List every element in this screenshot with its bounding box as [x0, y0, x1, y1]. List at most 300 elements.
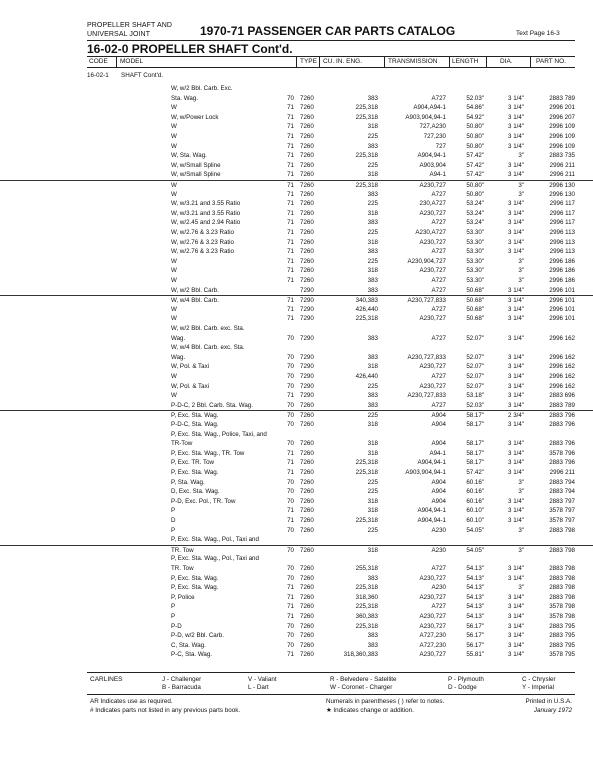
row-length: 50.80": [466, 123, 484, 131]
table-row: [0, 362, 593, 372]
table-row: [0, 449, 593, 459]
row-year: 71: [287, 142, 294, 150]
row-dia: 3 1/4": [508, 248, 524, 256]
row-transmission: 727,A230: [419, 123, 446, 131]
row-model: W, w/2.76 & 3.23 Ratio: [171, 248, 234, 256]
row-year: 71: [287, 133, 294, 140]
row-year: 71: [287, 507, 294, 515]
table-row: [0, 334, 593, 344]
row-type-code: 7290: [300, 363, 314, 371]
row-length: 50.80": [466, 133, 484, 140]
row-type-code: 7260: [300, 603, 314, 611]
row-model: P, Sta. Wag.: [171, 478, 205, 486]
row-transmission: A94-1: [429, 449, 446, 457]
row-transmission: A727: [431, 277, 446, 284]
row-cu-in: 225: [367, 382, 378, 390]
row-year: 71: [287, 593, 294, 601]
row-type-code: 7260: [300, 565, 314, 572]
row-year: 71: [287, 277, 294, 284]
row-cu-in: 225: [367, 412, 378, 420]
table-row: [0, 487, 593, 497]
row-type-code: 7260: [300, 622, 314, 630]
row-year: 70: [287, 363, 294, 371]
row-transmission: A904: [431, 421, 446, 428]
row-dia: 3 1/4": [508, 219, 524, 227]
row-length: 54.13": [466, 593, 484, 601]
row-model: W, Pol. & Taxi: [171, 382, 210, 390]
row-type-code: 7260: [300, 248, 314, 256]
row-length: 60.16": [466, 488, 484, 496]
row-part-no: 2883 798: [549, 584, 575, 592]
row-year: 71: [287, 190, 294, 198]
carlines-col3: [330, 676, 397, 692]
row-transmission: A230,727,833: [407, 392, 446, 400]
row-model: W, w/3.21 and 3.55 Ratio: [171, 209, 241, 217]
row-part-no: 2883 796: [549, 440, 575, 448]
row-year: 70: [287, 632, 294, 640]
table-row: [0, 516, 593, 526]
row-transmission: A727: [431, 401, 446, 409]
row-type-code: 7290: [300, 382, 314, 390]
row-transmission: A230,727: [419, 593, 446, 601]
row-part-no: 2883 798: [549, 546, 575, 554]
row-part-no: 2996 186: [549, 277, 575, 284]
row-length: 54.05": [466, 546, 484, 554]
row-type-code: 7260: [300, 507, 314, 515]
row-dia: 3 1/4": [508, 459, 524, 467]
row-dia: 3 1/4": [508, 229, 524, 236]
table-row: [0, 353, 593, 363]
row-model: P-D: [171, 622, 182, 630]
row-dia: 3": [518, 584, 524, 592]
row-year: 70: [287, 401, 294, 409]
row-cu-in: 225: [367, 200, 378, 208]
row-year: 70: [287, 412, 294, 420]
row-year: 70: [287, 546, 294, 554]
row-type-code: 7260: [300, 161, 314, 169]
row-transmission: A230,727: [419, 315, 446, 323]
row-part-no: 2996 162: [549, 353, 575, 361]
row-dia: 3 1/4": [508, 133, 524, 140]
row-part-no: 2996 162: [549, 334, 575, 342]
row-type-code: 7260: [300, 142, 314, 150]
row-dia: 3": [518, 526, 524, 534]
table-row: [0, 132, 593, 142]
col-divider: [449, 56, 450, 67]
table-row: [0, 122, 593, 132]
row-year: 70: [287, 497, 294, 505]
row-length: 52.07": [466, 373, 484, 380]
row-year: 71: [287, 248, 294, 256]
carline-entry: V - Valiant: [248, 676, 277, 683]
table-row: [0, 314, 593, 324]
table-row: [0, 391, 593, 401]
row-cu-in: 318,360: [355, 593, 378, 601]
row-transmission: A230: [431, 526, 446, 534]
table-row: [0, 218, 593, 228]
table-row: [0, 602, 593, 612]
row-part-no: 2883 696: [549, 392, 575, 400]
col-transmission: TRANSMISSION: [388, 58, 438, 65]
row-dia: 3 1/4": [508, 632, 524, 640]
row-year: 70: [287, 488, 294, 496]
row-length: 53.30": [466, 229, 484, 236]
table-row: [0, 305, 593, 315]
carlines-col1: [162, 676, 201, 692]
row-length: 54.13": [466, 613, 484, 620]
row-part-no: 2996 113: [549, 229, 575, 236]
row-year: 71: [287, 171, 294, 179]
row-transmission: A230: [431, 546, 446, 554]
row-part-no: 2883 795: [549, 622, 575, 630]
row-part-no: 2883 796: [549, 421, 575, 428]
row-dia: 3 1/4": [508, 297, 524, 305]
row-year: 71: [287, 182, 294, 189]
row-length: 53.30": [466, 238, 484, 246]
row-dia: 3 1/4": [508, 200, 524, 208]
row-transmission: A903,904,94-1: [405, 469, 446, 476]
row-length: 54.86": [466, 104, 484, 112]
column-header-bottom-rule: [87, 67, 575, 68]
table-row: [0, 612, 593, 622]
row-year: 71: [287, 449, 294, 457]
row-cu-in: 318: [367, 497, 378, 505]
row-cu-in: 426,440: [355, 305, 378, 313]
row-year: 71: [287, 113, 294, 121]
row-dia: 3 1/4": [508, 104, 524, 112]
row-cu-in: 225: [367, 133, 378, 140]
table-row: [0, 506, 593, 516]
row-dia: 3 1/4": [508, 565, 524, 572]
row-part-no: 2996 162: [549, 373, 575, 380]
table-row: [0, 468, 593, 478]
row-type-code: 7260: [300, 449, 314, 457]
row-year: 71: [287, 161, 294, 169]
row-dia: 3 1/4": [508, 440, 524, 448]
row-cu-in: 225,318: [355, 603, 378, 611]
table-row: [0, 228, 593, 238]
row-length: 53.30": [466, 257, 484, 265]
row-length: 50.68": [466, 305, 484, 313]
row-year: 71: [287, 584, 294, 592]
col-length: LENGTH: [452, 58, 479, 65]
row-type-code: 7260: [300, 401, 314, 409]
row-year: 71: [287, 123, 294, 131]
row-model: W, w/3.21 and 3.55 Ratio: [171, 200, 241, 208]
row-dia: 3 1/4": [508, 517, 524, 524]
row-type-code: 7260: [300, 182, 314, 189]
row-type-code: 7260: [300, 219, 314, 227]
row-model: P: [171, 603, 176, 611]
row-part-no: 2996 186: [549, 267, 575, 275]
row-year: 71: [287, 613, 294, 620]
row-model: W: [171, 277, 177, 284]
row-transmission: A904,94-1: [417, 517, 446, 524]
row-transmission: A904: [431, 478, 446, 486]
table-row: [0, 209, 593, 219]
row-transmission: A230,727: [419, 267, 446, 275]
col-divider: [384, 56, 385, 67]
row-part-no: 2996 117: [549, 200, 575, 208]
row-dia: 3 1/4": [508, 613, 524, 620]
row-cu-in: 318: [367, 209, 378, 217]
row-year: 71: [287, 209, 294, 217]
carline-entry: L - Dart: [248, 684, 269, 691]
table-row: [0, 276, 593, 286]
row-type-code: 7260: [300, 632, 314, 640]
table-row: [0, 190, 593, 200]
row-cu-in: 383: [367, 632, 378, 640]
row-type-code: 7260: [300, 526, 314, 534]
row-length: 50.80": [466, 190, 484, 198]
table-row: [0, 631, 593, 641]
row-transmission: A94-1: [429, 171, 446, 179]
row-year: 70: [287, 373, 294, 380]
col-divider: [116, 56, 117, 67]
row-dia: 2 3/4": [508, 412, 524, 420]
row-year: 70: [287, 421, 294, 428]
row-type-code: 7290: [300, 305, 314, 313]
row-part-no: 2996 130: [549, 190, 575, 198]
row-transmission: A727,230: [419, 632, 446, 640]
col-model: MODEL: [120, 58, 144, 65]
row-cu-in: 318: [367, 238, 378, 246]
row-model: P, Exc. Sta. Wag.: [171, 412, 219, 420]
row-year: 71: [287, 238, 294, 246]
row-transmission: 727,230: [423, 133, 446, 140]
row-part-no: 2883 798: [549, 593, 575, 601]
table-row: [0, 170, 593, 180]
row-part-no: 2996 101: [549, 305, 575, 313]
row-length: 50.68": [466, 315, 484, 323]
row-model: P-D, w/2 Bbl. Carb.: [171, 632, 224, 640]
table-row: [0, 554, 593, 564]
col-cu-in: CU. IN. ENG.: [323, 58, 363, 65]
row-model: P-D-C, 2 Bbl. Carb. Sta. Wag.: [171, 401, 253, 409]
row-cu-in: 318: [367, 449, 378, 457]
table-row: [0, 142, 593, 152]
row-model: W, w/2.45 and 2.94 Ratio: [171, 219, 241, 227]
row-year: 71: [287, 651, 294, 659]
table-row: [0, 103, 593, 113]
row-cu-in: 225,318: [355, 315, 378, 323]
row-year: 70: [287, 641, 294, 649]
row-cu-in: 383: [367, 574, 378, 582]
row-model: W: [171, 305, 177, 313]
table-row: [0, 401, 593, 411]
row-dia: 3 1/4": [508, 94, 524, 102]
row-cu-in: 318: [367, 171, 378, 179]
row-model: TR. Tow: [171, 565, 194, 572]
row-cu-in: 225: [367, 488, 378, 496]
row-cu-in: 383: [367, 641, 378, 649]
row-length: 57.42": [466, 152, 484, 160]
row-cu-in: 383: [367, 392, 378, 400]
row-transmission: A230: [431, 584, 446, 592]
row-model: P, Exc. Sta. Wag.: [171, 469, 219, 476]
row-model: W: [171, 267, 177, 275]
row-dia: 3 1/4": [508, 353, 524, 361]
row-dia: 3 1/4": [508, 123, 524, 131]
row-part-no: 3578 797: [549, 507, 575, 515]
row-length: 50.80": [466, 142, 484, 150]
note-star: ★ Indicates change or addition.: [326, 707, 414, 714]
row-length: 54.13": [466, 565, 484, 572]
row-model: W, w/4 Bbl. Carb. exc. Sta.: [171, 344, 245, 352]
row-year: 71: [287, 257, 294, 265]
row-model: W, w/Power Lock: [171, 113, 219, 121]
row-year: 70: [287, 565, 294, 572]
row-part-no: 2996 109: [549, 123, 575, 131]
row-model: W: [171, 123, 177, 131]
row-year: 71: [287, 315, 294, 323]
row-length: 58.17": [466, 440, 484, 448]
row-model: D, Exc. Sta. Wag.: [171, 488, 220, 496]
page-title: 1970-71 PASSENGER CAR PARTS CATALOG: [200, 24, 456, 38]
row-cu-in: 225: [367, 257, 378, 265]
carline-entry: Y - Imperial: [522, 684, 555, 691]
row-model: W, w/2 Bbl. Carb. Exc.: [171, 85, 233, 92]
header-left-line2: UNIVERSAL JOINT: [87, 31, 151, 38]
row-cu-in: 225,318: [355, 517, 378, 524]
row-type-code: 7260: [300, 574, 314, 582]
row-transmission: A230,727: [419, 238, 446, 246]
col-type: TYPE: [300, 58, 317, 65]
row-part-no: 2996 186: [549, 257, 575, 265]
row-transmission: A904,94-1: [417, 152, 446, 160]
notes-left: [90, 697, 240, 715]
table-row: [0, 622, 593, 632]
row-model: P, Exc. Sta. Wag., TR. Tow: [171, 449, 245, 457]
row-dia: 3 1/4": [508, 641, 524, 649]
table-row: [0, 382, 593, 392]
row-cu-in: 318: [367, 507, 378, 515]
row-type-code: 7260: [300, 613, 314, 620]
row-type-code: 7260: [300, 104, 314, 112]
row-part-no: 2996 117: [549, 209, 575, 217]
row-model: W, Pol. & Taxi: [171, 363, 210, 371]
table-row: [0, 199, 593, 209]
row-year: 70: [287, 574, 294, 582]
row-type-code: 7260: [300, 593, 314, 601]
carline-entry: C - Chrysler: [522, 676, 556, 683]
row-cu-in: 383: [367, 277, 378, 284]
row-length: 58.17": [466, 459, 484, 467]
row-cu-in: 318: [367, 267, 378, 275]
row-length: 60.16": [466, 497, 484, 505]
row-length: 56.17": [466, 641, 484, 649]
row-dia: 3 1/4": [508, 622, 524, 630]
row-transmission: A727: [431, 219, 446, 227]
table-row: [0, 593, 593, 603]
row-year: 71: [287, 517, 294, 524]
row-length: 56.17": [466, 632, 484, 640]
row-type-code: 7260: [300, 152, 314, 160]
row-length: 52.03": [466, 401, 484, 409]
row-type-code: 7260: [300, 459, 314, 467]
row-part-no: 2996 113: [549, 238, 575, 246]
row-transmission: A904: [431, 412, 446, 420]
row-model: W: [171, 142, 177, 150]
row-model: W: [171, 104, 177, 112]
row-length: 53.24": [466, 200, 484, 208]
row-dia: 3 1/4": [508, 593, 524, 601]
row-year: 70: [287, 526, 294, 534]
row-length: 50.68": [466, 297, 484, 305]
table-row: [0, 478, 593, 488]
table-row: [0, 641, 593, 651]
text-page-ref: Text Page 16-3: [516, 30, 560, 37]
row-model: W, w/4 Bbl. Carb.: [171, 297, 219, 305]
col-code: CODE: [89, 58, 108, 65]
row-type-code: 7260: [300, 651, 314, 659]
row-year: 71: [287, 267, 294, 275]
row-part-no: 2996 109: [549, 133, 575, 140]
carline-entry: J - Challenger: [162, 676, 202, 683]
row-part-no: 2883 789: [549, 401, 575, 409]
row-type-code: 7260: [300, 200, 314, 208]
row-part-no: 2883 795: [549, 641, 575, 649]
row-model: Wag.: [171, 334, 186, 342]
table-row: [0, 583, 593, 593]
row-length: 56.17": [466, 622, 484, 630]
row-transmission: A727: [431, 373, 446, 380]
table-row: [0, 161, 593, 171]
row-model: C, Sta. Wag.: [171, 641, 206, 649]
row-cu-in: 318: [367, 546, 378, 554]
carlines-label: CARLINES: [90, 676, 123, 683]
row-cu-in: 383: [367, 401, 378, 409]
row-model: W, w/2 Bbl. Carb. exc. Sta.: [171, 325, 245, 332]
table-row: [0, 247, 593, 257]
row-part-no: 2996 113: [549, 248, 575, 256]
row-dia: 3 1/4": [508, 497, 524, 505]
row-cu-in: 426,440: [355, 373, 378, 380]
row-transmission: 230,A727: [419, 200, 446, 208]
row-cu-in: 318,360,383: [343, 651, 378, 659]
row-type-code: 7290: [300, 353, 314, 361]
row-transmission: A230,727: [419, 382, 446, 390]
row-year: 70: [287, 440, 294, 448]
table-row: [0, 266, 593, 276]
row-model: W, w/Small Spline: [171, 161, 221, 169]
row-model: W, w/Small Spline: [171, 171, 221, 179]
row-model: TR-Tow: [171, 440, 193, 448]
row-cu-in: 318: [367, 123, 378, 131]
row-part-no: 2883 796: [549, 459, 575, 467]
row-length: 53.24": [466, 209, 484, 217]
row-type-code: 7260: [300, 94, 314, 102]
row-transmission: A230,727,833: [407, 353, 446, 361]
carline-entry: B - Barracuda: [162, 684, 201, 691]
table-row: [0, 324, 593, 334]
row-cu-in: 225,318: [355, 584, 378, 592]
row-year: 71: [287, 603, 294, 611]
prefix-label: SHAFT Cont'd.: [121, 72, 164, 79]
row-model: P, Exc. Sta. Wag., Police, Taxi, and: [171, 430, 267, 438]
table-row: [0, 439, 593, 449]
row-model: P, Exc. Sta. Wag., Pol., Taxi and: [171, 555, 259, 563]
row-year: 70: [287, 334, 294, 342]
row-dia: 3 1/4": [508, 421, 524, 428]
row-part-no: 2883 735: [549, 152, 575, 160]
row-dia: 3 1/4": [508, 651, 524, 659]
row-type-code: 7290: [300, 373, 314, 380]
row-part-no: 2883 798: [549, 526, 575, 534]
carlines-bottom-rule: [87, 694, 575, 695]
row-cu-in: 318: [367, 421, 378, 428]
row-length: 53.30": [466, 248, 484, 256]
